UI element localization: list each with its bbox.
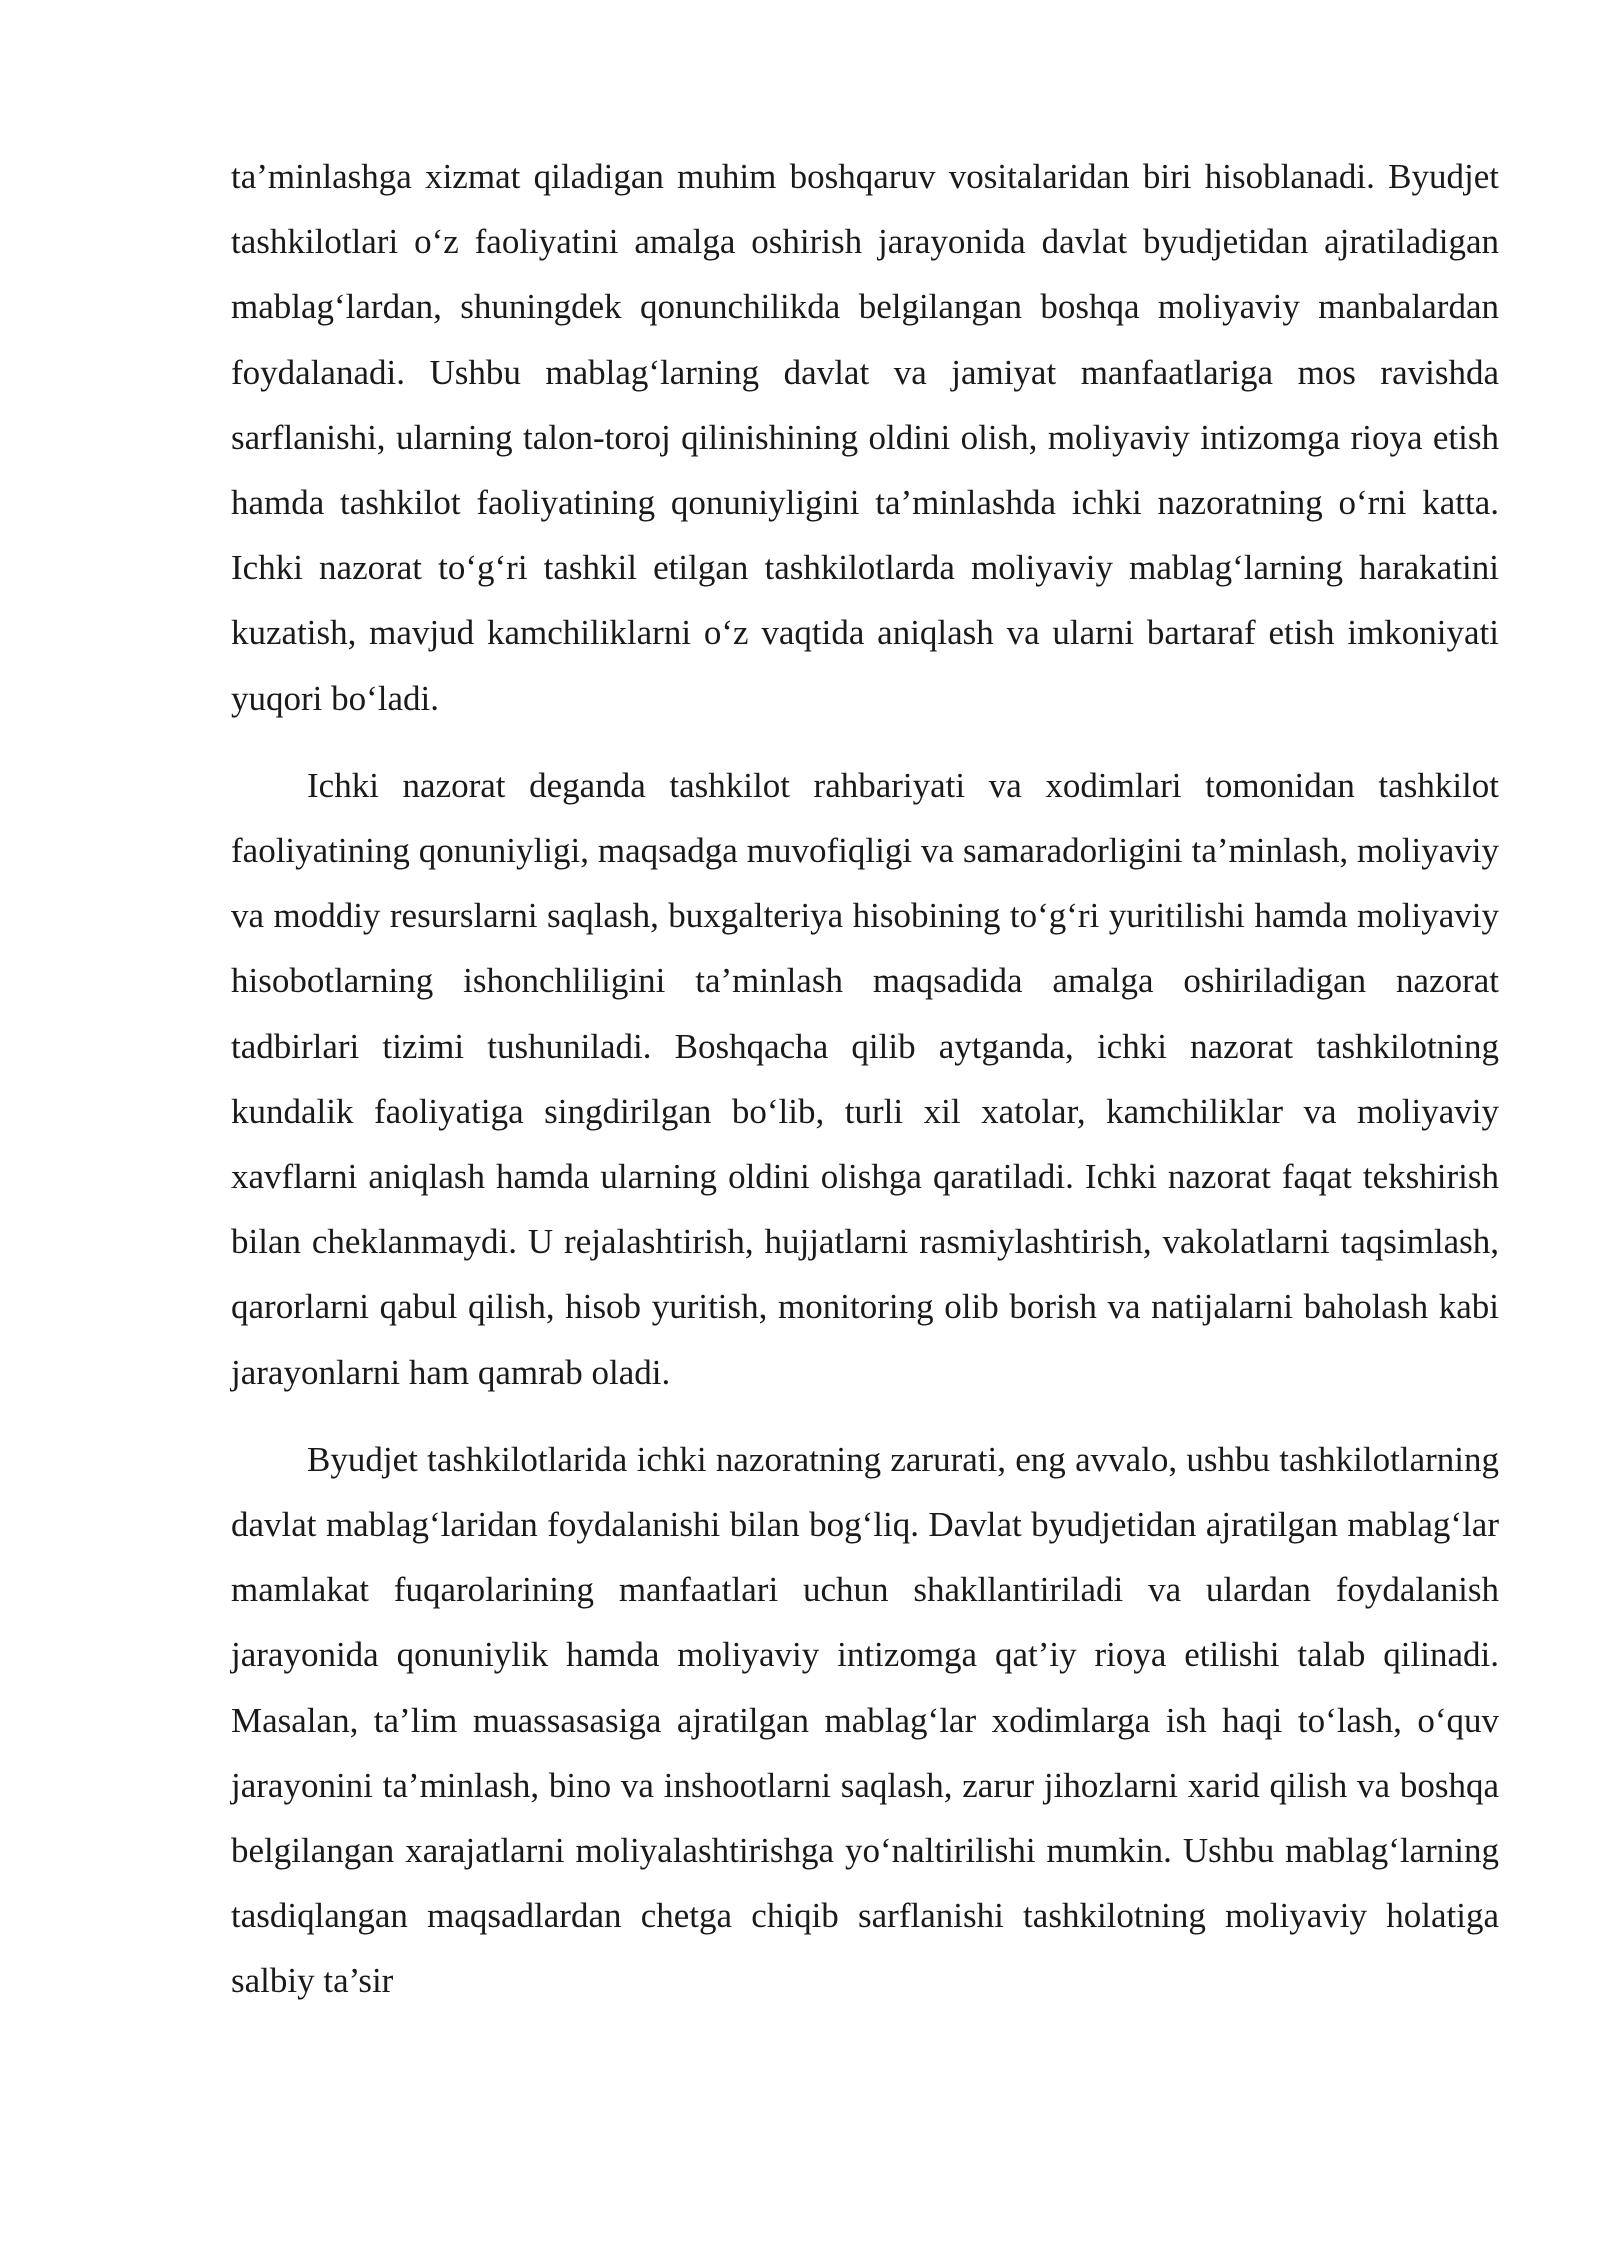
- paragraph-2: Ichki nazorat deganda tashkilot rahbariyati va xodimlari tomonidan tashkilot faoliyatining qonuniyligi, maqsadga muvofiqligi va samaradorligini ta’minlash, moliyaviy va moddiy resurslarni saqlash, buxgalteriya hisobining to‘g‘ri yuritilishi hamda moliyaviy hisobotlarning ishonchliligini ta’minlash maqsadida amalga oshiriladigan nazorat tadbirlari tizimi tushuniladi. Boshqacha qilib aytganda, ichki nazorat tashkilotning kundalik faoliyatiga singdirilgan bo‘lib, turli xil xatolar, kamchiliklar va moliyaviy xavflarni aniqlash hamda ularning oldini olishga qaratiladi. Ichki nazorat faqat tekshirish bilan cheklanmaydi. U rejalashtirish, hujjatlarni rasmiylashtirish, vakolatlarni taqsimlash, qarorlarni qabul qilish, hisob yuritish, monitoring olib borish va natijalarni baholash kabi jarayonlarni ham qamrab oladi.: [231, 765, 1499, 1392]
- paragraph-3: Byudjet tashkilotlarida ichki nazoratning zarurati, eng avvalo, ushbu tashkilotlarning davlat mablag‘laridan foydalanishi bilan bog‘liq. Davlat byudjetidan ajratilgan mablag‘lar mamlakat fuqarolarining manfaatlari uchun shakllantiriladi va ulardan foydalanish jarayonida qonuniylik hamda moliyaviy intizomga qat’iy rioya etilishi talab qilinadi. Masalan, ta’lim muassasasiga ajratilgan mablag‘lar xodimlarga ish haqi to‘lash, o‘quv jarayonini ta’minlash, bino va inshootlarni saqlash, zarur jihozlarni xarid qilish va boshqa belgilangan xarajatlarni moliyalashtirishga yo‘naltirilishi mumkin. Ushbu mablag‘larning tasdiqlangan maqsadlardan chetga chiqib sarflanishi tashkilotning moliyaviy holatiga salbiy ta’sir: [231, 1439, 1499, 2001]
- document-page: [231, 144, 1499, 2036]
- paragraph-1: ta’minlashga xizmat qiladigan muhim boshqaruv vositalaridan biri hisoblanadi. Byudjet tashkilotlari o‘z faoliyatini amalga oshirish jarayonida davlat byudjetidan ajratiladigan mablag‘lardan, shuningdek qonunchilikda belgilangan boshqa moliyaviy manbalardan foydalanadi. Ushbu mablag‘larning davlat va jamiyat manfaatlariga mos ravishda sarflanishi, ularning talon-toroj qilinishining oldini olish, moliyaviy intizomga rioya etish hamda tashkilot faoliyatining qonuniyligini ta’minlashda ichki nazoratning o‘rni katta. Ichki nazorat to‘g‘ri tashkil etilgan tashkilotlarda moliyaviy mablag‘larning harakatini kuzatish, mavjud kamchiliklarni o‘z vaqtida aniqlash va ularni bartaraf etish imkoniyati yuqori bo‘ladi.: [231, 157, 1499, 718]
